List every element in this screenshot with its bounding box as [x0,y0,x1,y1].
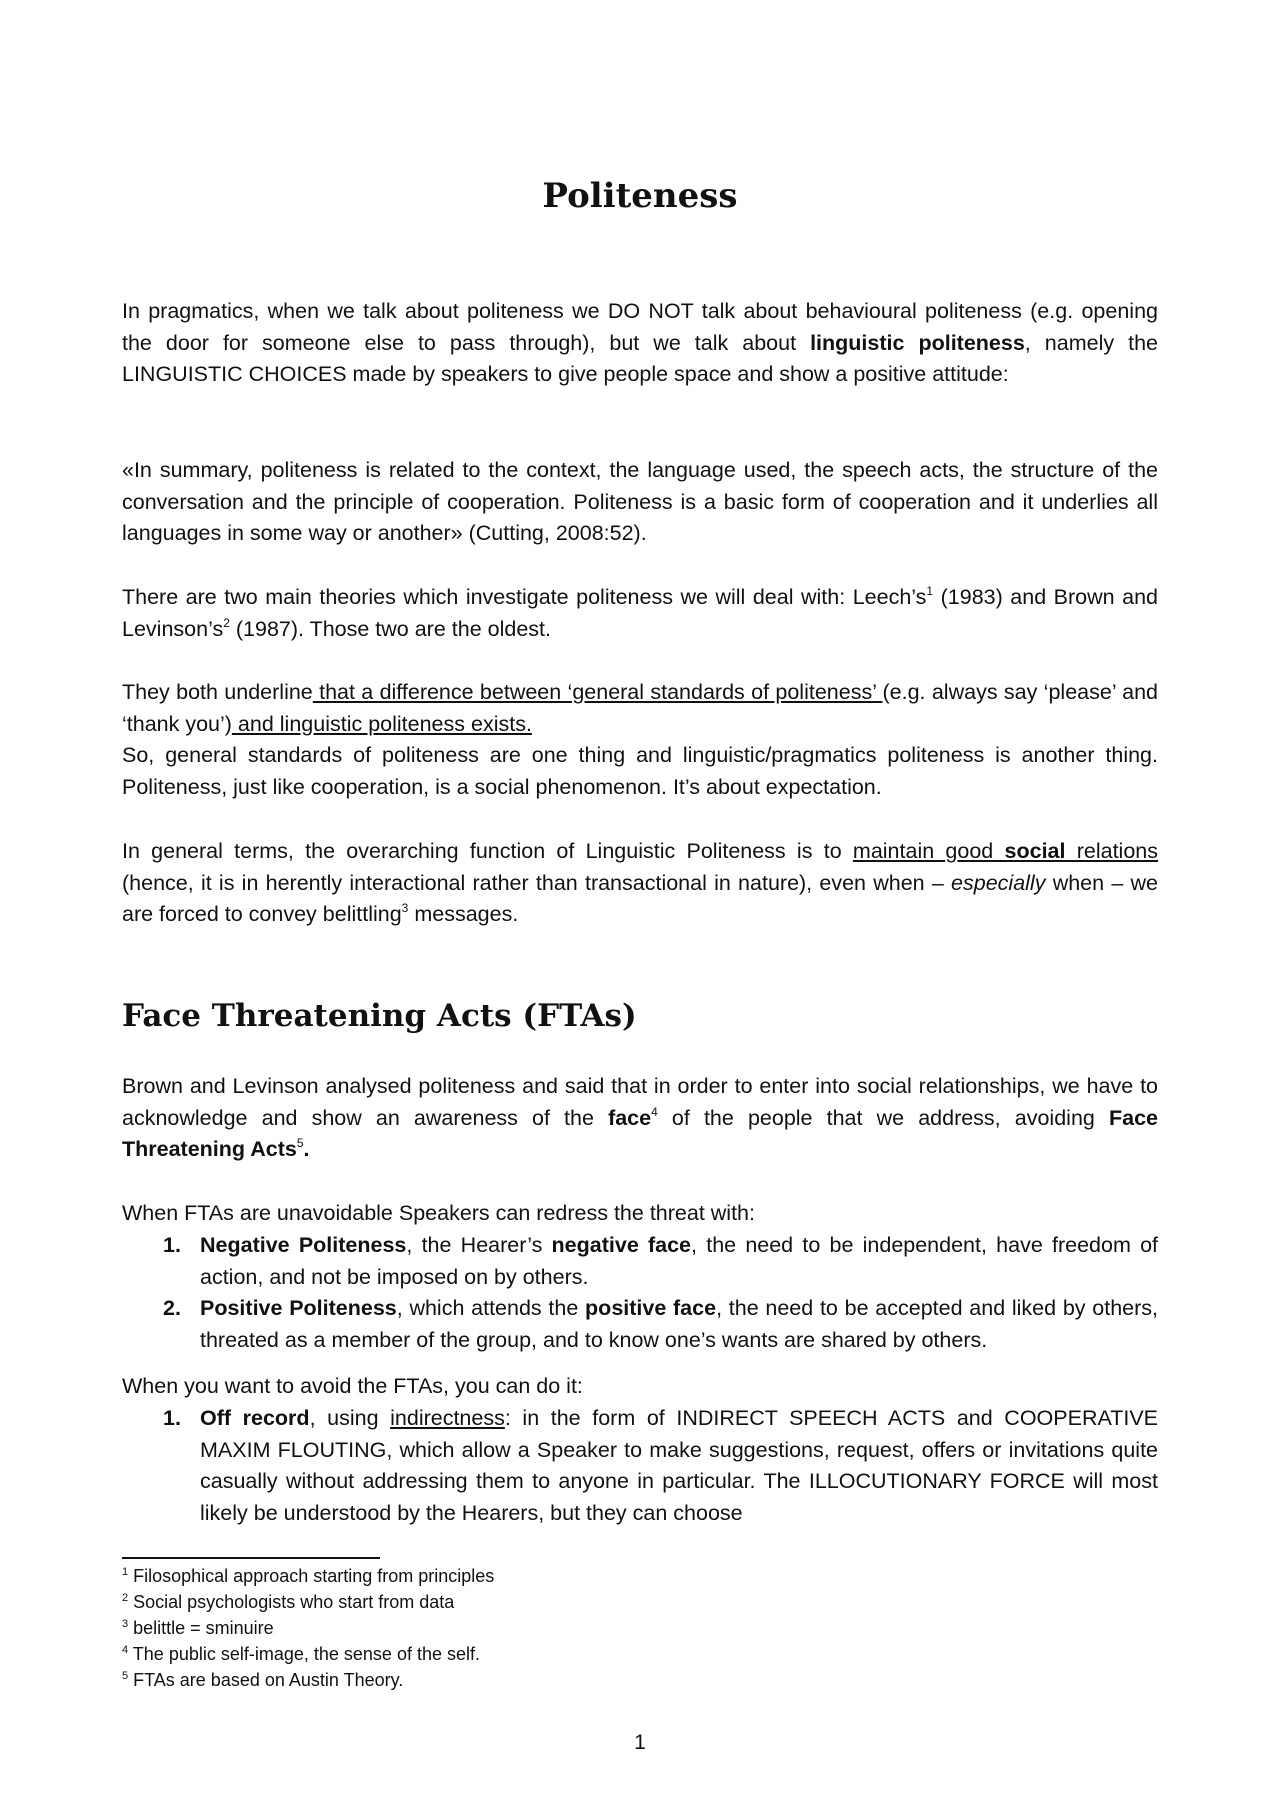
theories-paragraph [122,582,1158,645]
bold-term: Positive Politeness [200,1296,397,1321]
face-term: face [608,1105,652,1130]
footnote-number: 2 [122,1592,129,1604]
footnote [122,1563,494,1589]
text-run: messages. [408,902,519,927]
list-number: 1. [163,1406,181,1430]
text-run: when – we are forced to convey belittling [122,870,1158,927]
footnote-text: The public self-image, the sense of the self. [128,1644,480,1664]
footnote-text: Filosophical approach starting from principles [128,1566,495,1586]
redress-list [122,1230,1158,1356]
footnote [122,1641,494,1667]
text-run: : in the form of INDIRECT SPEECH ACTS and COOPERATIVE MAXIM FLOUTING, which allow a Speaker to make suggestions, request, offers or invitations quite casually without addressing them to anyone in particular. The ILLOCUTIONARY FORCE will most likely be understood by the Hearers, but they can choose [200,1406,1159,1525]
footnote [122,1615,494,1641]
footnotes [122,1563,494,1693]
text-run: (1987). Those two are the oldest. [229,616,551,641]
underlined-text: relations [1065,839,1158,863]
bold-term: negative face [551,1233,692,1257]
function-paragraph [122,836,1158,931]
text-run: . [303,1137,310,1162]
footnote-number: 5 [122,1670,129,1682]
section-heading-ftas: Face Threatening Acts (FTAs) [122,998,637,1034]
footnote-number: 4 [122,1644,129,1656]
avoid-intro: When you want to avoid the FTAs, you can do it: [122,1374,583,1398]
page-number: 1 [634,1731,646,1754]
underlined-text: and linguistic politeness exists. [231,711,532,736]
redress-intro: When FTAs are unavoidable Speakers can redress the threat with: [122,1201,755,1225]
face-paragraph [122,1071,1158,1166]
page-title: Politeness [542,176,738,216]
footnote-ref-5: 5 [296,1136,304,1151]
text-run: , the need to be independent, have freedom of action, and not be imposed on by others. [200,1233,1159,1289]
bold-term: Negative Politeness [200,1233,407,1257]
underlined-text: indirectness [390,1406,505,1430]
list-item [163,1403,1159,1529]
list-number: 1. [163,1233,181,1257]
text-run: of the people that we address, avoiding [657,1105,1109,1130]
text-run: They both underline [122,680,313,704]
text-run: , namely the LINGUISTIC CHOICES made by speakers to give people space and show a positive attitude: [122,330,1158,387]
footnote-ref-3: 3 [401,901,409,916]
text-run: In pragmatics, when we talk about politeness we DO NOT talk about behavioural politeness (e.g. opening the door for someone else to pass through), but we talk about [122,299,1158,355]
list-item [163,1293,1159,1356]
footnote-number: 3 [122,1618,129,1630]
intro-paragraph [122,296,1158,391]
text-run: (e.g. always say ‘please’ and ‘thank you’) [122,680,1158,736]
text-run: (hence, it is in herently interactional rather than transactional in nature), even when – [122,870,952,895]
footnote-ref-2: 2 [223,615,230,630]
list-item [163,1230,1159,1293]
text-run: There are two main theories which investigate politeness we will deal with: Leech’s [122,585,927,609]
fta-term: Face Threatening Acts [122,1105,1158,1162]
linguistic-politeness-term: linguistic politeness [810,330,1025,355]
list-number: 2. [163,1296,181,1321]
text-run: , the need to be accepted and liked by others, threated as a member of the group, and to know one’s wants are shared by others. [200,1296,1159,1352]
bold-term: positive face [585,1296,717,1321]
quote-paragraph: «In summary, politeness is related to the context, the language used, the speech acts, the structure of the conversation and the principle of cooperation. Politeness is a basic form of cooperation and it underlies all languages in some way or another» (Cutting, 2008:52). [122,458,1158,546]
footnote-text: Social psychologists who start from data [128,1592,455,1612]
footnote-text: FTAs are based on Austin Theory. [128,1670,404,1690]
standards-paragraph: So, general standards of politeness are one thing and linguistic/pragmatics politeness is another thing. Politeness, just like cooperation, is a social phenomenon. It’s about expectation. [122,743,1158,799]
footnote-separator [122,1557,380,1559]
bold-term: Off record [200,1406,310,1430]
footnote-ref-1: 1 [926,584,934,598]
footnote-number: 1 [122,1566,129,1578]
avoid-list [122,1403,1158,1529]
text-run: , using [309,1406,391,1430]
text-run: Brown and Levinson analysed politeness and said that in order to enter into social relationships, we have to acknowledge and show an awareness of the [122,1074,1158,1130]
footnote [122,1667,494,1693]
italic-text: especially [951,870,1046,895]
footnote-ref-4: 4 [651,1104,658,1119]
footnote-text: belittle = sminuire [128,1618,274,1638]
underlined-text: that a difference between ‘general standards of politeness’ [312,680,883,704]
text-run: , which attends the [396,1296,586,1321]
text-run: , the Hearer’s [406,1233,552,1257]
underlined-text: maintain good [852,839,1005,863]
social-term: social [1004,839,1066,863]
footnote [122,1589,494,1615]
text-run: (1983) and Brown and Levinson’s [122,585,1158,641]
text-run: In general terms, the overarching function of Linguistic Politeness is to [122,839,853,863]
underline-paragraph [122,677,1158,740]
